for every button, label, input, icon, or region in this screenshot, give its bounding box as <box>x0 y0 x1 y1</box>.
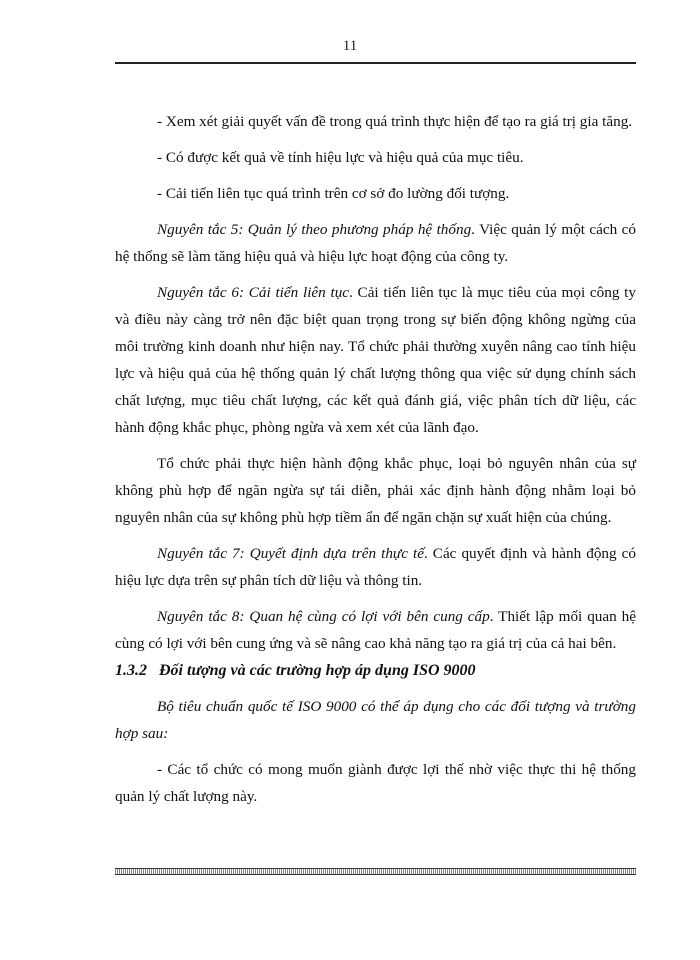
principle-7-paragraph: Nguyên tắc 7: Quyết định dựa trên thực tế. Các quyết định và hành động có hiệu lực dựa trên sự phân tích dữ liệu và thông tin. <box>115 545 637 589</box>
principle-5-paragraph: Nguyên tắc 5: Quản lý theo phương pháp hệ thống. Việc quản lý một cách có hệ thống sẽ làm tăng hiệu quả và hiệu lực hoạt động của công ty. <box>115 221 636 265</box>
principle-8-paragraph: Nguyên tắc 8: Quan hệ cùng có lợi với bên cung cấp. Thiết lập mối quan hệ cùng có lợi với bên cung ứng và sẽ nâng cao khả năng tạo ra giá trị của cả hai bên. <box>115 608 636 652</box>
principle-7-title: Nguyên tắc 7: Quyết định dựa trên thực tế <box>157 545 424 562</box>
principle-5-title: Nguyên tắc 5: Quản lý theo phương pháp hệ thống <box>157 221 472 238</box>
paragraph: Tổ chức phải thực hiện hành động khắc phục, loại bỏ nguyên nhân của sự không phù hợp để ngăn ngừa sự tái diễn, phải xác định hành động nhằm loại bỏ nguyên nhân của sự không phù hợp tiềm ẩn để ngăn chặn sự xuất hiện của chúng. <box>115 455 636 526</box>
footer-rule <box>115 868 636 875</box>
header-rule <box>115 62 636 64</box>
paragraph: - Cải tiến liên tục quá trình trên cơ sở đo lường đối tượng. <box>157 185 510 202</box>
section-number: 1.3.2 <box>115 662 147 679</box>
paragraph: - Có được kết quả về tính hiệu lực và hiệu quả của mục tiêu. <box>157 149 524 166</box>
document-body <box>115 108 636 819</box>
section-heading <box>115 657 636 684</box>
principle-8-title: Nguyên tắc 8: Quan hệ cùng có lợi với bên cung cấp <box>157 608 490 625</box>
section-intro: Bộ tiêu chuẩn quốc tế ISO 9000 có thể áp dụng cho các đối tượng và trường hợp sau: <box>115 698 636 742</box>
section-title: Đối tượng và các trường hợp áp dụng ISO 9000 <box>159 662 476 679</box>
principle-6-paragraph: Nguyên tắc 6: Cải tiến liên tục. Cải tiến liên tục là mục tiêu của mọi công ty và điều này càng trở nên đặc biệt quan trọng trong sự biến động không ngừng của môi trường kinh doanh như hiện nay. Tổ chức phải thường xuyên nâng cao tính hiệu lực và hiệu quả của hệ thống quản lý chất lượng thông qua việc sử dụng chính sách chất lượng, mục tiêu chất lượng, các kết quả đánh giá, việc phân tích dữ liệu, các hành động khắc phục, phòng ngừa và xem xét của lãnh đạo. <box>115 284 636 436</box>
paragraph: - Xem xét giải quyết vấn đề trong quá trình thực hiện để tạo ra giá trị gia tăng. <box>157 113 633 130</box>
principle-6-title: Nguyên tắc 6: Cải tiến liên tục <box>157 284 350 301</box>
page-number: 11 <box>342 38 358 54</box>
paragraph: - Các tổ chức có mong muốn giành được lợi thế nhờ việc thực thi hệ thống quản lý chất lượng này. <box>115 761 636 805</box>
